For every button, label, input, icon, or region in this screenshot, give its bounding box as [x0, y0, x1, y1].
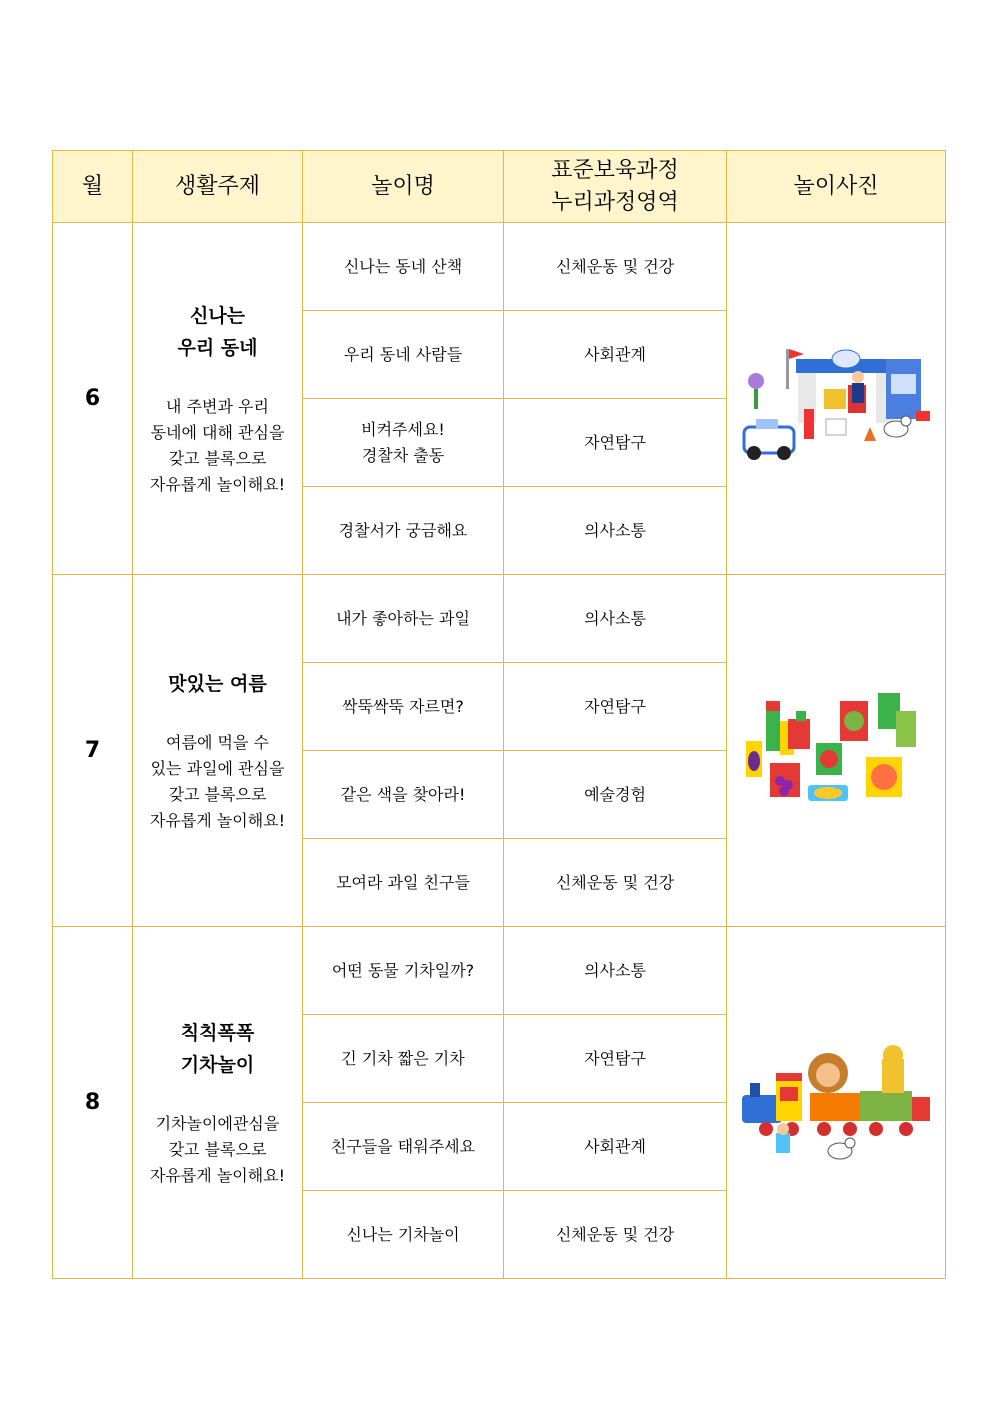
month-cell: 8	[53, 927, 133, 1279]
train-blocks-icon	[736, 1033, 936, 1173]
activity-name: 같은 색을 찾아라!	[303, 751, 504, 839]
header-photo: 놀이사진	[727, 151, 946, 223]
curriculum-area: 의사소통	[504, 487, 727, 575]
month-cell: 6	[53, 223, 133, 575]
curriculum-area: 의사소통	[504, 927, 727, 1015]
activity-name: 어떤 동물 기차일까?	[303, 927, 504, 1015]
activity-name: 경찰서가 궁금해요	[303, 487, 504, 575]
header-theme: 생활주제	[133, 151, 303, 223]
theme-title: 칙칙폭폭 기차놀이	[180, 1021, 255, 1076]
theme-cell	[133, 575, 303, 927]
month-cell: 7	[53, 575, 133, 927]
theme-description: 기차놀이에관심을 갖고 블록으로 자유롭게 놀이해요!	[149, 1113, 286, 1185]
theme-cell	[133, 927, 303, 1279]
table-row	[53, 575, 946, 663]
header-play: 놀이명	[303, 151, 504, 223]
table-row	[53, 927, 946, 1015]
curriculum-area: 신체운동 및 건강	[504, 839, 727, 927]
activity-name: 내가 좋아하는 과일	[303, 575, 504, 663]
curriculum-area: 자연탐구	[504, 399, 727, 487]
activity-name: 싹뚝싹뚝 자르면?	[303, 663, 504, 751]
theme-description: 여름에 먹을 수 있는 과일에 관심을 갖고 블록으로 자유롭게 놀이해요!	[149, 732, 286, 830]
curriculum-area: 신체운동 및 건강	[504, 1191, 727, 1279]
activity-name: 친구들을 태워주세요	[303, 1103, 504, 1191]
play-plan-table	[52, 150, 946, 1279]
header-area: 표준보육과정 누리과정영역	[504, 151, 727, 223]
table-row	[53, 223, 946, 311]
police-station-blocks-icon	[736, 329, 936, 469]
curriculum-area: 자연탐구	[504, 1015, 727, 1103]
curriculum-area: 사회관계	[504, 1103, 727, 1191]
activity-name: 비켜주세요! 경찰차 출동	[303, 399, 504, 487]
theme-title: 신나는 우리 동네	[177, 304, 258, 359]
play-photo-cell	[727, 927, 946, 1279]
play-photo-cell	[727, 575, 946, 927]
theme-cell	[133, 223, 303, 575]
fruit-blocks-icon	[736, 681, 936, 821]
curriculum-area: 의사소통	[504, 575, 727, 663]
curriculum-area: 예술경험	[504, 751, 727, 839]
activity-name: 모여라 과일 친구들	[303, 839, 504, 927]
activity-name: 우리 동네 사람들	[303, 311, 504, 399]
activity-name: 신나는 동네 산책	[303, 223, 504, 311]
play-photo-cell	[727, 223, 946, 575]
curriculum-area: 신체운동 및 건강	[504, 223, 727, 311]
theme-title: 맛있는 여름	[168, 672, 267, 695]
curriculum-area: 자연탐구	[504, 663, 727, 751]
theme-description: 내 주변과 우리 동네에 대해 관심을 갖고 블록으로 자유롭게 놀이해요!	[149, 396, 286, 494]
activity-name: 긴 기차 짧은 기차	[303, 1015, 504, 1103]
curriculum-area: 사회관계	[504, 311, 727, 399]
header-month: 월	[53, 151, 133, 223]
activity-name: 신나는 기차놀이	[303, 1191, 504, 1279]
header-row	[53, 151, 946, 223]
